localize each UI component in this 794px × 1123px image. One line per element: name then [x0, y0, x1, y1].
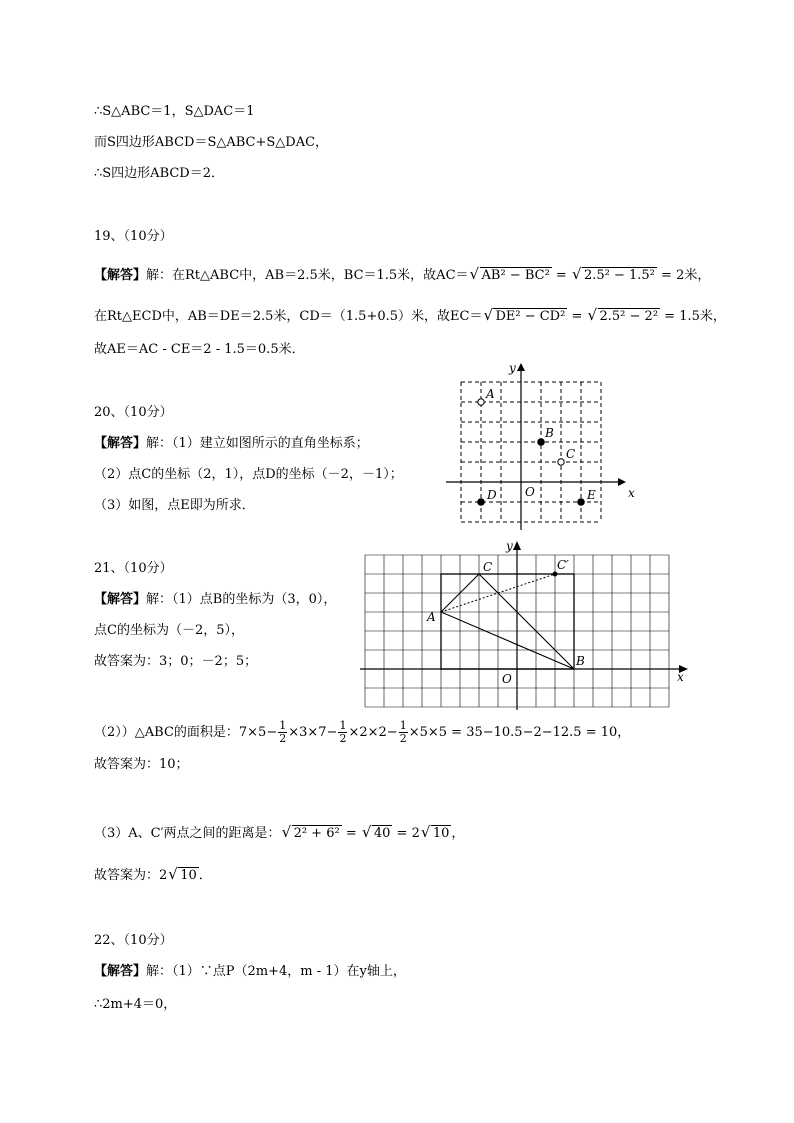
point-cprime: [553, 572, 558, 577]
sqrt: [422, 825, 452, 843]
origin-label: O: [502, 672, 512, 686]
denominator: 2: [339, 732, 347, 745]
triangle-abc: [441, 574, 574, 669]
p18-line-2: 而S四边形ABCD＝S△ABC+S△DAC，: [94, 135, 329, 150]
q19-l1-eq: =: [551, 268, 571, 283]
q20-line-1: [94, 435, 369, 453]
radicand: 10: [180, 868, 197, 883]
q19-l2-text: 在Rt△ECD中，AB＝DE＝2.5米，CD＝（1.5+0.5）米，故EC＝: [94, 309, 483, 324]
numerator: 1: [339, 719, 347, 732]
fraction-half: [338, 720, 347, 745]
q21-l4-end: ×5×5 = 35−10.5−2−12.5 = 10，: [408, 725, 631, 740]
p18-line-3: ∴S四边形ABCD＝2．: [94, 166, 225, 181]
sqrt: [573, 267, 657, 285]
q19-line-1: [94, 267, 710, 285]
q19-line-3: 故AE＝AC - CE＝2 - 1.5＝0.5米．: [94, 342, 305, 357]
bounding-rectangle: [441, 574, 574, 669]
x-label: x: [677, 670, 684, 684]
y-label: y: [506, 539, 513, 553]
y-axis-arrow-icon: [513, 541, 521, 550]
q20-title: 20、（10分）: [94, 405, 173, 420]
q20-line-2: （2）点C的坐标（2，1），点D的坐标（－2，－1）；: [94, 467, 403, 482]
radicand: AB² − BC²: [481, 268, 550, 283]
q21-l1-text: 解：（1）点B的坐标为（3，0），: [146, 592, 337, 607]
q19-line-2: [94, 308, 726, 326]
q22-line-1: [94, 963, 406, 981]
q21-line-2: 点C的坐标为（－2，5），: [94, 623, 244, 638]
q21-l7-end: ．: [198, 868, 212, 883]
point-b-label: B: [545, 426, 554, 440]
q19-l2-eq: =: [567, 309, 587, 324]
answer-tag: 【解答】: [94, 268, 147, 283]
fraction-half: [399, 720, 408, 745]
denominator: 2: [399, 732, 407, 745]
radicand: DE² − CD²: [495, 309, 566, 324]
point-b: [537, 438, 545, 446]
q21-line-5: 故答案为：10；: [94, 757, 189, 772]
q21-coordinate-figure: [360, 538, 690, 713]
y-axis-arrow-icon: [517, 363, 525, 371]
origin-label: O: [525, 485, 535, 499]
q21-l6-eq: =: [341, 826, 361, 841]
point-c-label: C: [566, 447, 576, 461]
q21-l4-start: （2））△ABC的面积是：7×5−: [94, 725, 278, 740]
q21-title: 21、（10分）: [94, 561, 173, 576]
q21-line-7: [94, 867, 212, 885]
p18-line-1: ∴S△ABC＝1，S△DAC＝1: [94, 104, 255, 119]
sqrt: [169, 867, 199, 885]
sqrt: [589, 308, 661, 326]
sqrt: [484, 308, 567, 326]
q21-line-1: [94, 591, 336, 609]
fraction-half: [278, 720, 287, 745]
q19-title: 19、（10分）: [94, 229, 173, 244]
radicand: 40: [373, 826, 391, 841]
q20-l1-text: 解：（1）建立如图所示的直角坐标系；: [146, 436, 369, 451]
denominator: 2: [279, 732, 287, 745]
q19-l1-result: = 2米，: [656, 268, 711, 283]
q20-line-3: （3）如图，点E即为所求．: [94, 498, 255, 513]
sqrt: [471, 267, 552, 285]
answer-tag: 【解答】: [94, 964, 147, 979]
sqrt: [363, 825, 393, 843]
radicand: 2.5² − 1.5²: [583, 268, 655, 283]
x-axis-arrow-icon: [618, 478, 626, 486]
point-a-label: A: [486, 387, 495, 401]
point-d-label: D: [487, 488, 497, 502]
point-d: [477, 498, 485, 506]
q21-line-3: 故答案为：3；0；－2；5；: [94, 654, 258, 669]
point-a-label: A: [427, 610, 436, 624]
q21-l6-end: ，: [451, 826, 465, 841]
q21-line-4: [94, 720, 630, 745]
q22-line-2: ∴2m+4＝0，: [94, 997, 177, 1012]
point-e-label: E: [587, 488, 596, 502]
radicand: 2.5² − 2²: [599, 309, 659, 324]
numerator: 1: [399, 719, 407, 732]
q21-l7-text: 故答案为：2: [94, 868, 168, 883]
point-a: [478, 399, 484, 405]
q21-l4-term: ×2×2−: [348, 725, 398, 740]
point-e: [577, 498, 585, 506]
q21-l6-text: （3）A、C′两点之间的距离是：: [94, 826, 281, 841]
q21-l4-term: ×3×7−: [288, 725, 338, 740]
answer-tag: 【解答】: [94, 436, 147, 451]
answer-tag: 【解答】: [94, 592, 147, 607]
q20-coordinate-figure: [446, 360, 646, 530]
point-c-label: C: [483, 560, 493, 574]
sqrt: [283, 825, 342, 843]
radicand: 2² + 6²: [293, 826, 340, 841]
y-label: y: [509, 361, 516, 375]
q22-title: 22、（10分）: [94, 933, 173, 948]
point-b-label: B: [576, 654, 585, 668]
q21-l6-eq2: = 2: [392, 826, 420, 841]
point-c: [558, 459, 564, 465]
q22-l1-text: 解：（1）∵点P（2m+4，m - 1）在y轴上，: [146, 964, 406, 979]
radicand: 10: [432, 826, 450, 841]
q21-line-6: [94, 825, 464, 843]
q19-l2-result: = 1.5米，: [660, 309, 726, 324]
numerator: 1: [279, 719, 287, 732]
point-cprime-label: C′: [557, 558, 569, 572]
x-label: x: [628, 486, 635, 500]
q19-l1-text: 解：在Rt△ABC中，AB＝2.5米，BC＝1.5米，故AC＝: [146, 268, 469, 283]
